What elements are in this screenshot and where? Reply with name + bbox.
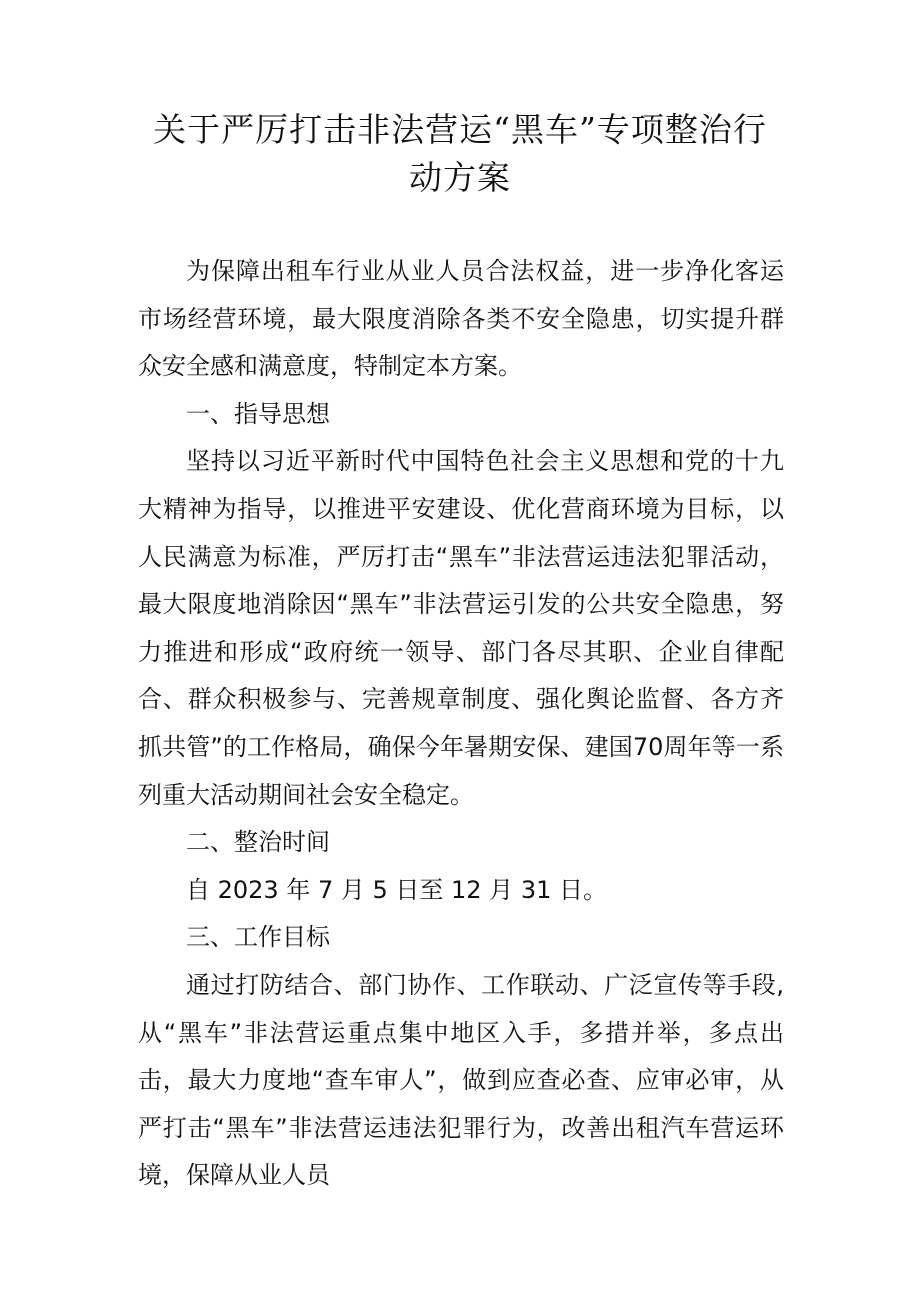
section-paragraph-work-goals: 通过打防结合、部门协作、工作联动、广泛宣传等手段,从“黑车”非法营运重点集中地区入手，多措并举，多点出击，最大力度地“查车审人”，做到应查必查、应审必审，从严打击“黑车”非法营运违法犯罪行为，改善出租汽车营运环境，保障从业人员	[138, 970, 784, 1190]
section-paragraph-guiding-ideology: 坚持以习近平新时代中国特色社会主义思想和党的十九大精神为指导，以推进平安建设、优化营商环境为目标，以人民满意为标准，严厉打击“黑车”非法营运违法犯罪活动，最大限度地消除因“黑车”非法营运引发的公共安全隐患，努力推进和形成“政府统一领导、部门各尽其职、企业自律配合、群众积极参与、完善规章制度、强化舆论监督、各方齐抓共管”的工作格局，确保今年暑期安保、建国70周年等一系列重大活动期间社会安全稳定。	[138, 447, 784, 809]
section-heading-work-goals: 三、工作目标	[186, 923, 330, 952]
intro-paragraph: 为保障出租车行业从业人员合法权益，进一步净化客运市场经营环境，最大限度消除各类不安全隐患，切实提升群众安全感和满意度，特制定本方案。	[138, 257, 784, 381]
document-title: 关于严厉打击非法营运“黑车”专项整治行动方案	[153, 110, 767, 197]
section-heading-rectification-period: 二、整治时间	[186, 828, 330, 857]
section-heading-guiding-ideology: 一、指导思想	[186, 399, 330, 428]
document-body	[138, 248, 784, 1200]
section-paragraph-rectification-period: 自 2023 年 7 月 5 日至 12 月 31 日。	[186, 875, 607, 904]
